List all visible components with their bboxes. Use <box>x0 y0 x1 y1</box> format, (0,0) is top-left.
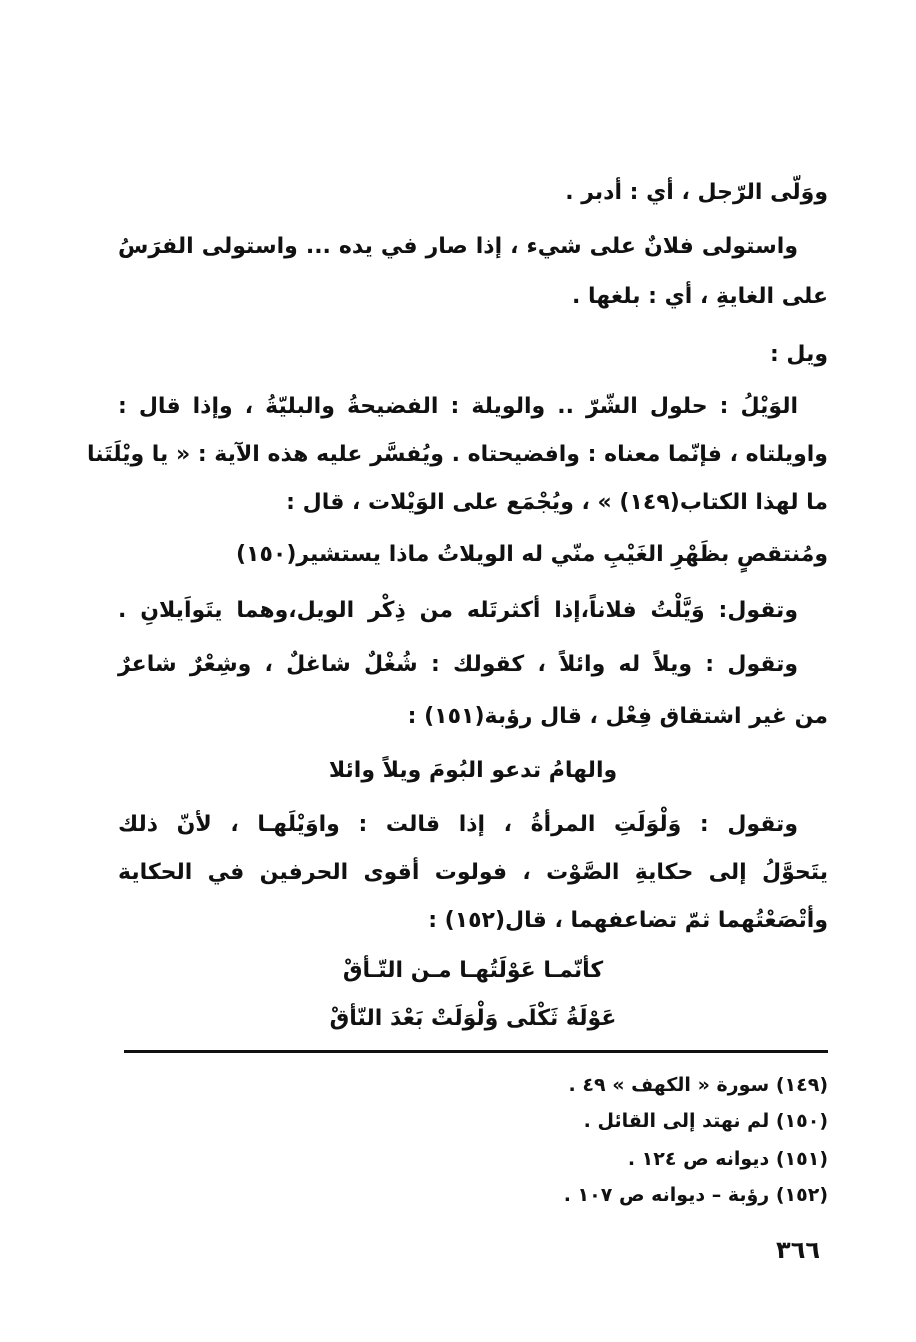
footnote-149: (١٤٩) سورة « الكهف » ٤٩ . <box>568 1074 828 1096</box>
text-line-2: واستولى فلانٌ على شيء ، إذا صار في يده ... واستولى الفرَسُ <box>118 234 798 259</box>
text-line-11: من غير اشتقاق فِعْل ، قال رؤبة(١٥١) : <box>407 704 828 729</box>
text-line-10: وتقول : ويلاً له وائلاً ، كقولك : شُغْلٌ شاغلٌ ، وشِعْرٌ شاعرٌ <box>118 652 798 677</box>
text-line-15: وأتْصَعْتُهما ثمّ تضاعفهما ، قال(١٥٢) : <box>428 908 828 933</box>
verse-line-4: عَوْلَةُ ثَكْلَى وَلْوَلَتْ بَعْدَ النّأقْ <box>329 1006 617 1031</box>
footnote-152: (١٥٢) رؤبة – ديوانه ص ١٠٧ . <box>563 1184 828 1206</box>
verse-line-3: كأنّمـا عَوْلَتُهـا مـن التّـأقْ <box>342 958 604 983</box>
text-line-6: واويلتاه ، فإنّما معناه : وافضيحتاه . ويُفسَّر عليه هذه الآية : « يا ويْلَتَنا <box>87 442 828 467</box>
text-line-5: الوَيْلُ : حلول الشّرّ .. والويلة : الفضيحةُ والبليّةُ ، وإذا قال : <box>118 394 798 419</box>
text-line-14: يتَحوَّلُ إلى حكايةِ الصَّوْت ، فولوت أقوى الحرفين في الحكاية <box>118 860 828 885</box>
footnote-150: (١٥٠) لم نهتد إلى القائل . <box>583 1110 828 1132</box>
text-line-7: ما لهذا الكتاب(١٤٩) » ، ويُجْمَع على الوَيْلات ، قال : <box>286 490 828 515</box>
verse-line-1: ومُنتقصٍ بظَهْرِ الغَيْبِ منّي له الويلاتُ ماذا يستشير(١٥٠) <box>235 542 828 567</box>
footnote-151: (١٥١) ديوانه ص ١٢٤ . <box>627 1148 828 1170</box>
text-line-3: على الغايةِ ، أي : بلغها . <box>572 284 828 309</box>
page-number: ٣٦٦ <box>776 1236 820 1264</box>
text-line-9: وتقول: وَيَّلْتُ فلاناً،إذا أكثرتَله من ذِكْر الويل،وهما يتَواَيلانِ . <box>118 598 798 623</box>
text-line-13: وتقول : وَلْوَلَتِ المرأةُ ، إذا قالت : واوَيْلَهـا ، لأنّ ذلك <box>118 812 798 837</box>
text-line-1: ووَلّى الرّجل ، أي : أدبر . <box>565 180 828 205</box>
footnote-separator <box>124 1050 828 1053</box>
section-heading: ويل : <box>769 342 828 367</box>
verse-line-2: والهامُ تدعو البُومَ ويلاً وائلا <box>328 758 618 783</box>
